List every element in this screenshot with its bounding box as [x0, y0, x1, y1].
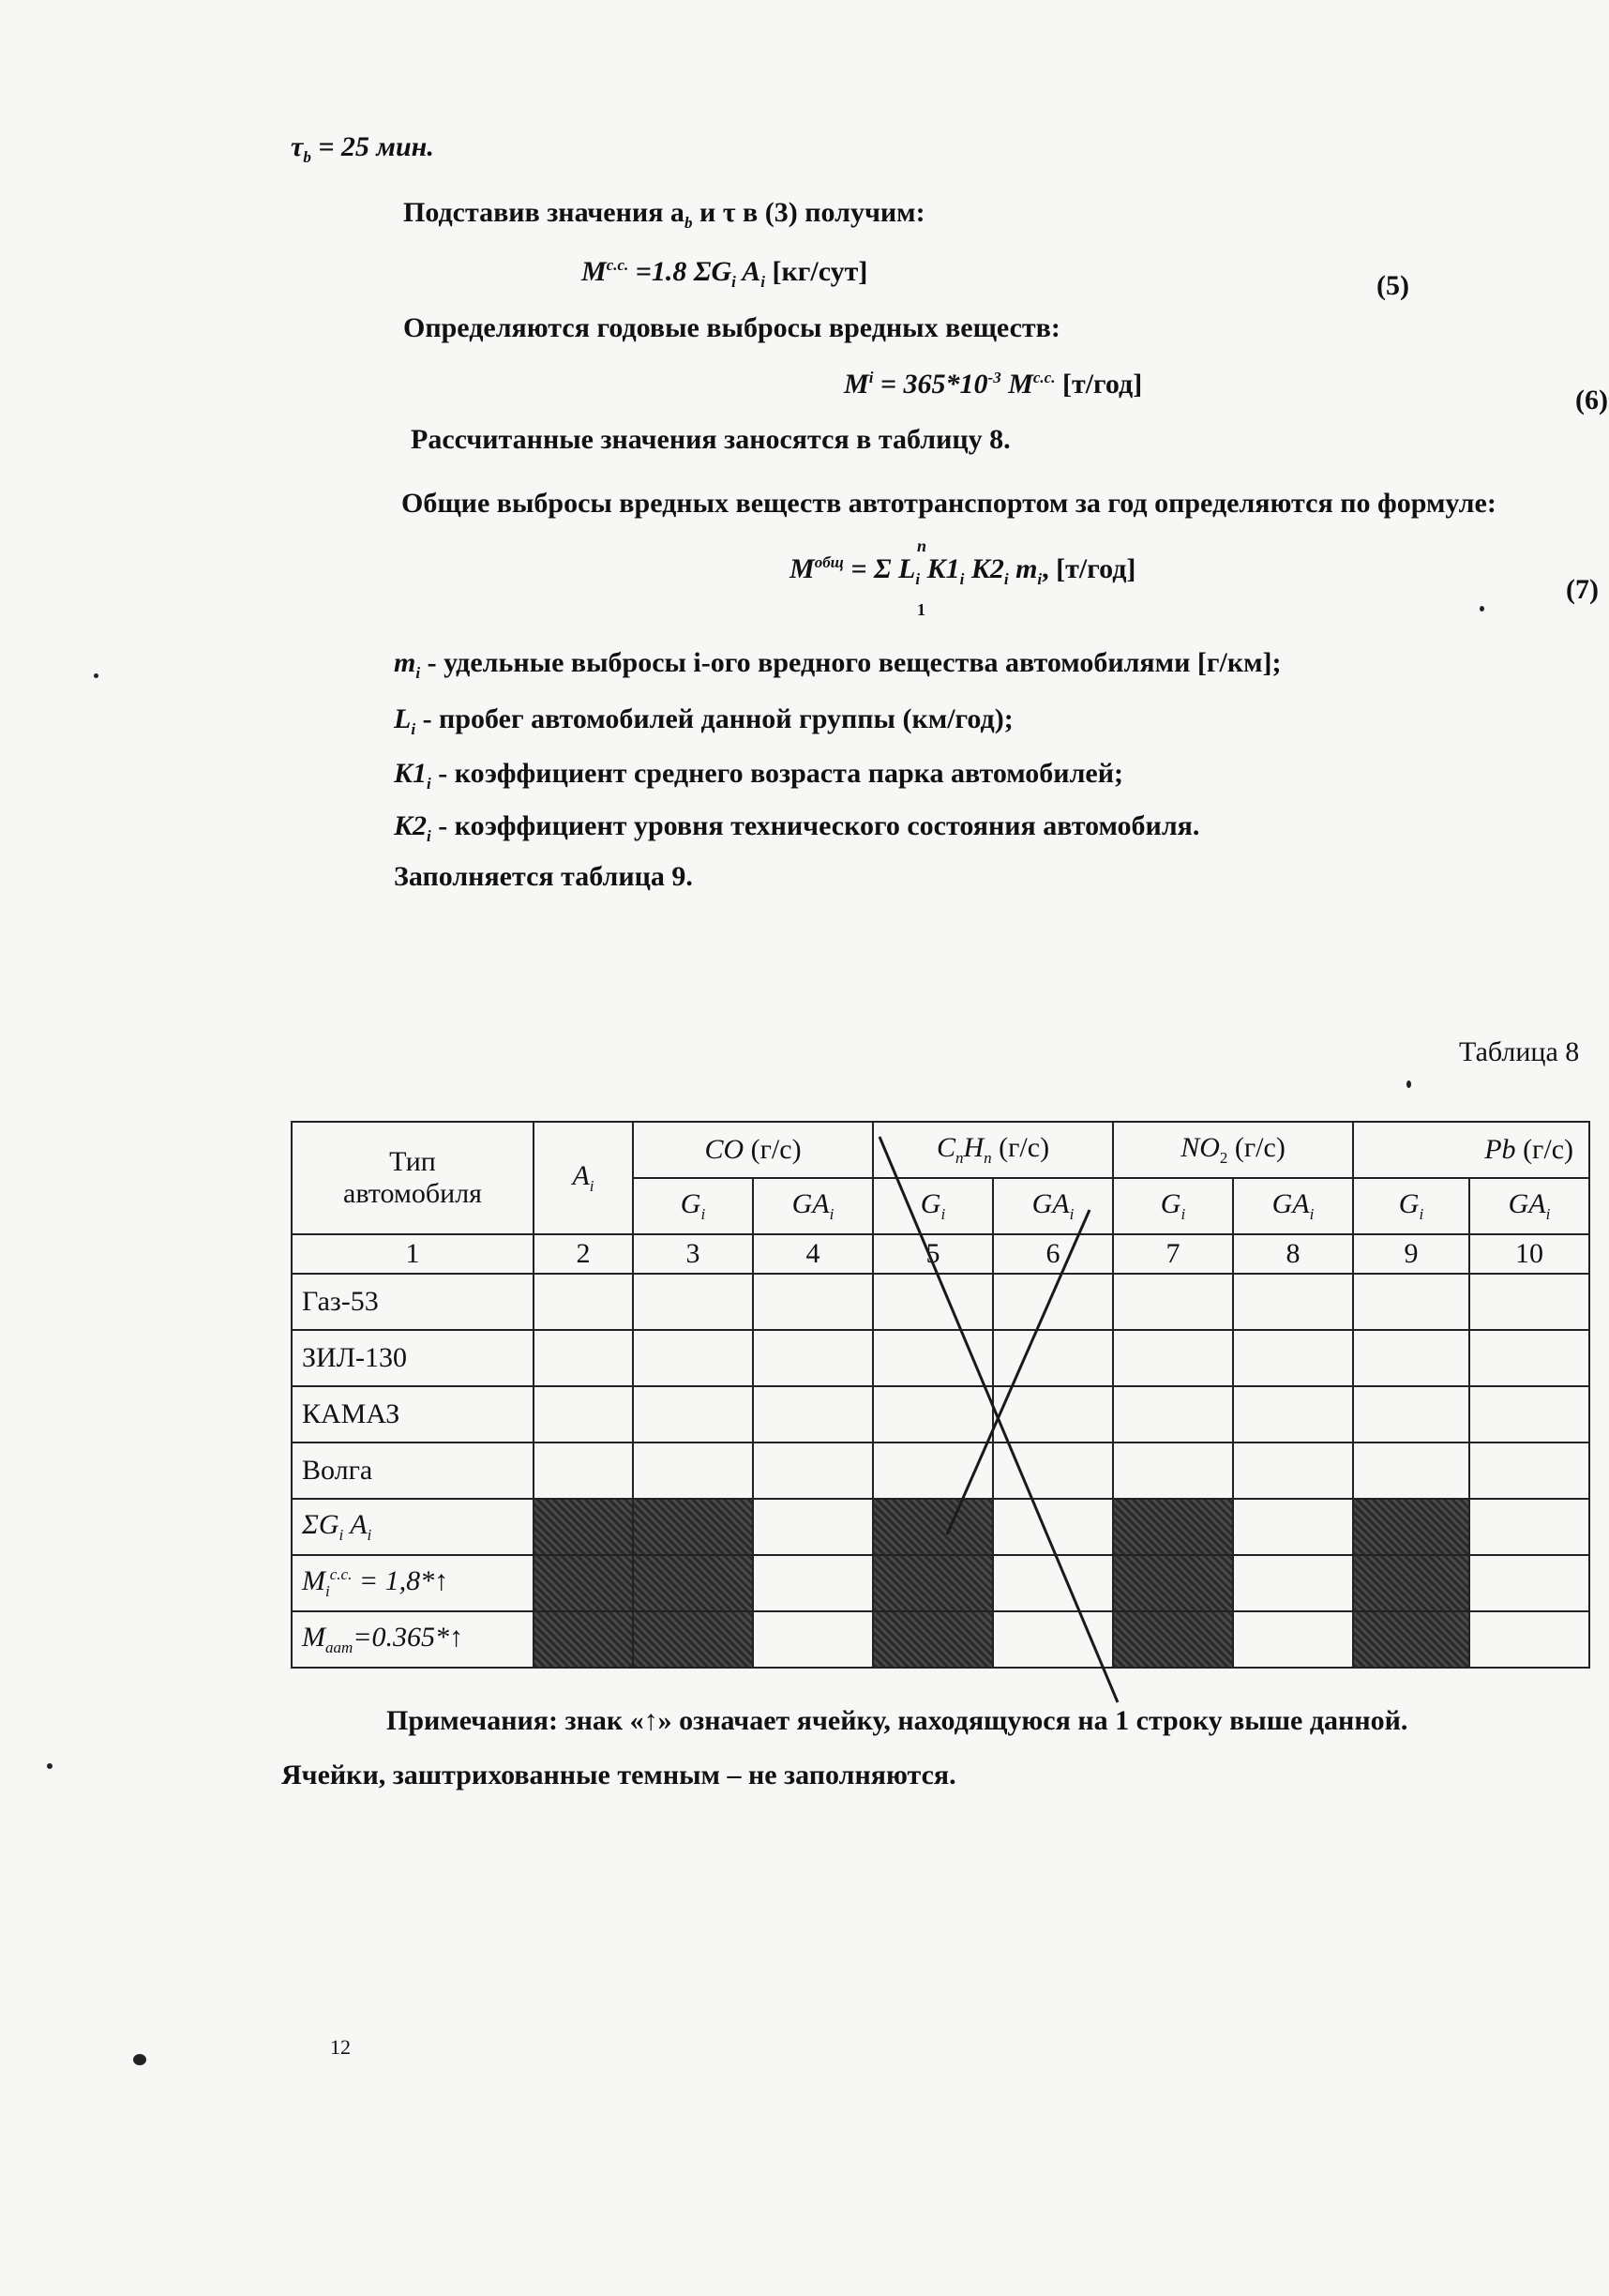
col-num-5: 5 — [873, 1234, 993, 1274]
equation-number-7: (7) — [1566, 574, 1599, 605]
row-label-mcc: $M_i^{c.c.}$ = 1,8*↑ — [292, 1555, 534, 1611]
row-label: КАМАЗ — [292, 1386, 534, 1443]
scan-speck — [1406, 1080, 1411, 1088]
header-no-ga: $GA_i$ — [1233, 1178, 1353, 1234]
col-num-2: 2 — [534, 1234, 633, 1274]
col-num-7: 7 — [1113, 1234, 1233, 1274]
header-no2: $NO_2$ (г/с) — [1113, 1122, 1353, 1178]
row-label-sum: $\Sigma G_i$ $A_i$ — [292, 1499, 534, 1555]
header-pb-ga: $GA_i$ — [1469, 1178, 1589, 1234]
definition-l: $L_i$ - пробег автомобилей данной группы (км/год); — [394, 703, 1014, 738]
note-line-2: Ячейки, заштрихованные темным – не заполняются. — [281, 1760, 956, 1790]
header-co: CO (г/с) — [633, 1122, 873, 1178]
header-a: $A_i$ — [534, 1122, 633, 1234]
formula-5: $M^{c.c.} =1.8$ $\Sigma G_i$ $A_i$ [кг/сут] — [581, 256, 868, 291]
col-num-4: 4 — [753, 1234, 873, 1274]
crossout-line-b — [947, 1210, 1090, 1534]
row-label-mgod: $M_{aam}=0.365*↑$ — [292, 1611, 534, 1668]
note-line-1: Примечания: знак «↑» означает ячейку, находящуюся на 1 строку выше данной. — [386, 1705, 1408, 1736]
paragraph-table-9: Заполняется таблица 9. — [394, 861, 693, 892]
col-num-3: 3 — [633, 1234, 753, 1274]
header-ch-ga: $GA_i$ — [993, 1178, 1113, 1234]
header-vehicle-type: Тип автомобиля — [292, 1122, 534, 1234]
header-chn: $C_nH_n$ (г/с) — [873, 1122, 1113, 1178]
scan-speck — [133, 2054, 146, 2065]
sum-lower-limit: 1 — [917, 600, 925, 619]
col-num-1: 1 — [292, 1234, 534, 1274]
header-pb: Pb (г/с) — [1353, 1122, 1589, 1178]
tau-line: $\tau_b = 25$ мин. — [291, 131, 434, 166]
paragraph-table-8: Рассчитанные значения заносятся в таблицу 8. — [411, 424, 1011, 455]
header-ch-g: $G_i$ — [873, 1178, 993, 1234]
definition-m: $m_i$ - удельные выбросы i-ого вредного вещества автомобилями [г/км]; — [394, 647, 1282, 682]
definition-k2: $K2_i$ - коэффициент уровня технического состояния автомобиля. — [394, 810, 1200, 845]
header-pb-g: $G_i$ — [1353, 1178, 1469, 1234]
col-num-6: 6 — [993, 1234, 1113, 1274]
col-num-8: 8 — [1233, 1234, 1353, 1274]
header-co-g: $G_i$ — [633, 1178, 753, 1234]
sum-upper-limit: n — [917, 536, 927, 555]
page-number: 12 — [330, 2035, 351, 2059]
scan-speck — [94, 673, 98, 678]
scan-speck — [1480, 606, 1484, 612]
equation-number-6: (6) — [1575, 385, 1608, 415]
table-caption: Таблица 8 — [1459, 1036, 1580, 1067]
col-num-10: 10 — [1469, 1234, 1589, 1274]
row-label: Волга — [292, 1443, 534, 1499]
col-num-9: 9 — [1353, 1234, 1469, 1274]
header-no-g: $G_i$ — [1113, 1178, 1233, 1234]
formula-7: $M^{общ} = \Sigma$ $L_i$ $K1_i$ $K2_i$ $m_i$, [т/год] — [789, 553, 1136, 588]
paragraph-substitution: Подставив значения $a_b$ и τ в (3) получим: — [403, 197, 925, 232]
scan-speck — [47, 1763, 53, 1769]
formula-6: $M^i = 365*10^{-3}$ $M^{c.c.}$ [т/год] — [844, 369, 1143, 400]
row-label: Газ-53 — [292, 1274, 534, 1330]
paragraph-annual: Определяются годовые выбросы вредных веществ: — [403, 312, 1060, 343]
paragraph-total: Общие выбросы вредных веществ автотранспортом за год определяются по формуле: — [401, 488, 1496, 519]
row-label: ЗИЛ-130 — [292, 1330, 534, 1386]
equation-number-5: (5) — [1376, 270, 1409, 301]
header-co-ga: $GA_i$ — [753, 1178, 873, 1234]
definition-k1: $K1_i$ - коэффициент среднего возраста парка автомобилей; — [394, 758, 1123, 793]
